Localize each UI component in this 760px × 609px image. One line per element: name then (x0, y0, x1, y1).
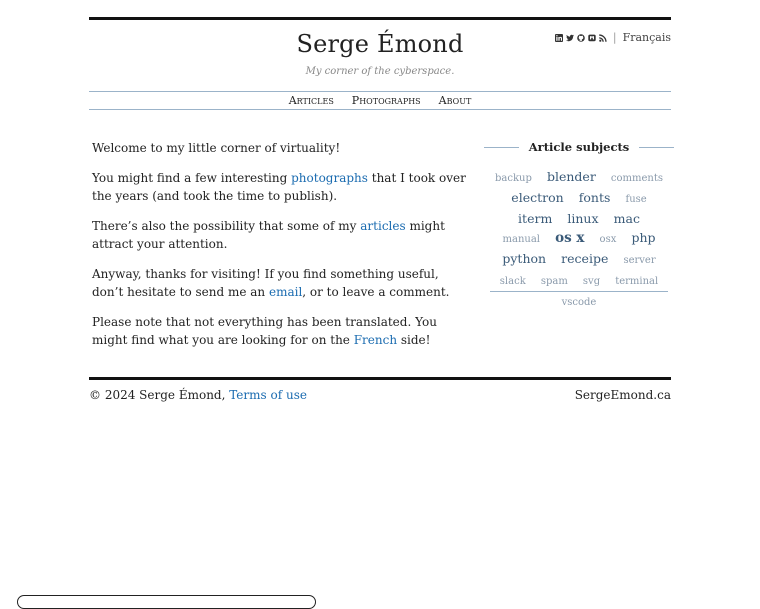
site-tagline: My corner of the cyberspace. (305, 66, 455, 77)
nav-item-about[interactable]: About (438, 94, 472, 107)
translation-paragraph: Please note that not everything has been translated. You might find what you are looking for on the French side! (92, 315, 437, 347)
tag-slack[interactable]: slack (499, 276, 526, 287)
tag-receipe[interactable]: receipe (561, 251, 609, 266)
tag-comments[interactable]: comments (610, 173, 663, 184)
photographs-link[interactable]: photographs (291, 171, 368, 185)
tag-iterm[interactable]: iterm (518, 211, 553, 226)
github-icon[interactable] (577, 34, 585, 42)
sidebar-heading (484, 140, 674, 154)
tag-terminal[interactable]: terminal (615, 276, 659, 287)
tag-manual[interactable]: manual (502, 234, 540, 245)
tag-fuse[interactable]: fuse (625, 194, 647, 205)
french-link[interactable]: French (353, 333, 398, 347)
tag-electron[interactable]: electron (511, 190, 564, 205)
email-link[interactable]: email (268, 285, 303, 299)
sidebar (484, 140, 674, 312)
articles-paragraph: There’s also the possibility that some of my articles might attract your attention. (92, 219, 445, 251)
rss-icon[interactable] (599, 34, 607, 42)
nav-item-photographs[interactable]: Photographs (351, 94, 421, 107)
mastodon-icon[interactable] (588, 34, 596, 42)
articles-link[interactable]: articles (360, 219, 406, 233)
tag-linux[interactable]: linux (567, 211, 599, 226)
tag-fonts[interactable]: fonts (578, 190, 611, 205)
header-top-rule (89, 17, 671, 20)
tag-spam[interactable]: spam (540, 276, 568, 287)
site-title[interactable]: Serge Émond (296, 30, 464, 58)
twitter-icon[interactable] (566, 34, 574, 42)
tag-blender[interactable]: blender (546, 169, 596, 184)
tag-osx[interactable]: osx (599, 234, 617, 245)
main-nav (89, 94, 671, 108)
footer-copyright: © 2024 Serge Émond, Terms of use (89, 388, 307, 402)
footer-top-rule (89, 377, 671, 380)
sidebar-heading-text: Article subjects (528, 140, 630, 154)
social-links (555, 31, 671, 44)
tag-vscode[interactable]: vscode (561, 297, 597, 308)
tag-server[interactable]: server (623, 255, 656, 266)
nav-top-rule (89, 91, 671, 92)
nav-bottom-rule (89, 109, 671, 110)
tag-os-x[interactable]: os x (555, 230, 585, 246)
sidebar-bottom-rule (490, 291, 668, 292)
tag-backup[interactable]: backup (495, 173, 532, 184)
nav-item-articles[interactable]: Articles (288, 94, 334, 107)
footer-site-name[interactable]: SergeEmond.ca (574, 388, 671, 402)
bottom-overlay-bar[interactable] (17, 595, 316, 609)
social-separator: | (612, 31, 617, 44)
contact-paragraph: Anyway, thanks for visiting! If you find something useful, don’t hesitate to send me an email, or to leave a comment. (92, 267, 450, 299)
linkedin-icon[interactable] (555, 34, 563, 42)
photographs-paragraph: You might find a few interesting photographs that I took over the years (and took the time to publish). (92, 171, 466, 203)
intro-paragraph: Welcome to my little corner of virtuality! (92, 141, 341, 155)
terms-link[interactable]: Terms of use (229, 388, 307, 402)
tag-python[interactable]: python (502, 251, 547, 266)
language-link[interactable]: Français (622, 31, 671, 44)
tag-php[interactable]: php (631, 230, 656, 245)
main-content (92, 139, 472, 361)
tag-mac[interactable]: mac (613, 211, 640, 226)
tag-svg[interactable]: svg (582, 276, 601, 287)
